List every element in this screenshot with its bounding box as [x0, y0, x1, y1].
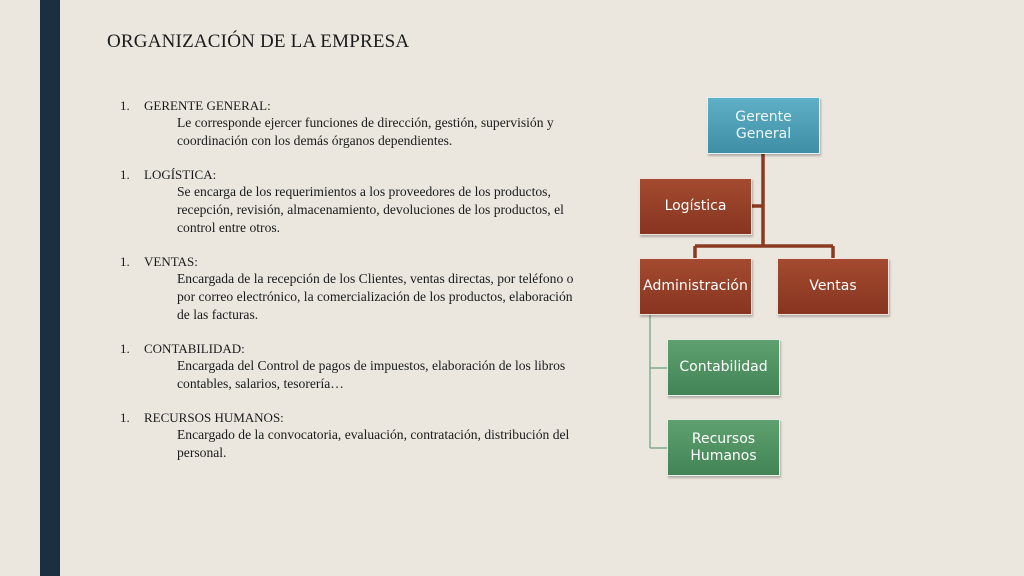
item-number: 1.	[120, 341, 130, 356]
item-heading: VENTAS:	[144, 254, 198, 269]
list-item	[120, 341, 590, 393]
slide-title: ORGANIZACIÓN DE LA EMPRESA	[107, 31, 410, 52]
org-node-contabilidad: Contabilidad	[667, 339, 780, 396]
item-heading-row	[120, 341, 590, 357]
org-node-recursos-humanos: Recursos Humanos	[667, 419, 780, 476]
org-node-logistica: Logística	[639, 178, 752, 235]
org-node-gerente-general: Gerente General	[707, 97, 820, 154]
org-node-administracion: Administración	[639, 258, 752, 315]
item-heading: CONTABILIDAD:	[144, 341, 245, 356]
item-heading-row	[120, 98, 590, 114]
slide-side-bar	[40, 0, 60, 576]
item-description: Se encarga de los requerimientos a los proveedores de los productos, recepción, revisión, almacenamiento, devoluciones de los productos, el control entre otros.	[177, 184, 564, 235]
item-number: 1.	[120, 98, 130, 113]
item-number: 1.	[120, 410, 130, 425]
item-number: 1.	[120, 167, 130, 182]
item-description: Encargado de la convocatoria, evaluación, contratación, distribución del personal.	[177, 427, 570, 460]
list-item	[120, 254, 590, 324]
item-description: Encargada del Control de pagos de impuestos, elaboración de los libros contables, salarios, tesorería…	[177, 358, 566, 391]
role-list	[120, 98, 590, 479]
list-item	[120, 167, 590, 237]
org-node-ventas: Ventas	[777, 258, 889, 315]
item-description: Encargada de la recepción de los Clientes, ventas directas, por teléfono o por correo electrónico, la comercialización de los productos, elaboración de las facturas.	[177, 271, 574, 322]
item-heading: GERENTE GENERAL:	[144, 98, 271, 113]
item-number: 1.	[120, 254, 130, 269]
item-heading-row	[120, 167, 590, 183]
item-heading-row	[120, 410, 590, 426]
item-heading-row	[120, 254, 590, 270]
list-item	[120, 98, 590, 150]
list-item	[120, 410, 590, 462]
item-description: Le corresponde ejercer funciones de dirección, gestión, supervisión y coordinación con los demás órganos dependientes.	[177, 115, 554, 148]
item-heading: LOGÍSTICA:	[144, 167, 217, 182]
item-heading: RECURSOS HUMANOS:	[144, 410, 284, 425]
